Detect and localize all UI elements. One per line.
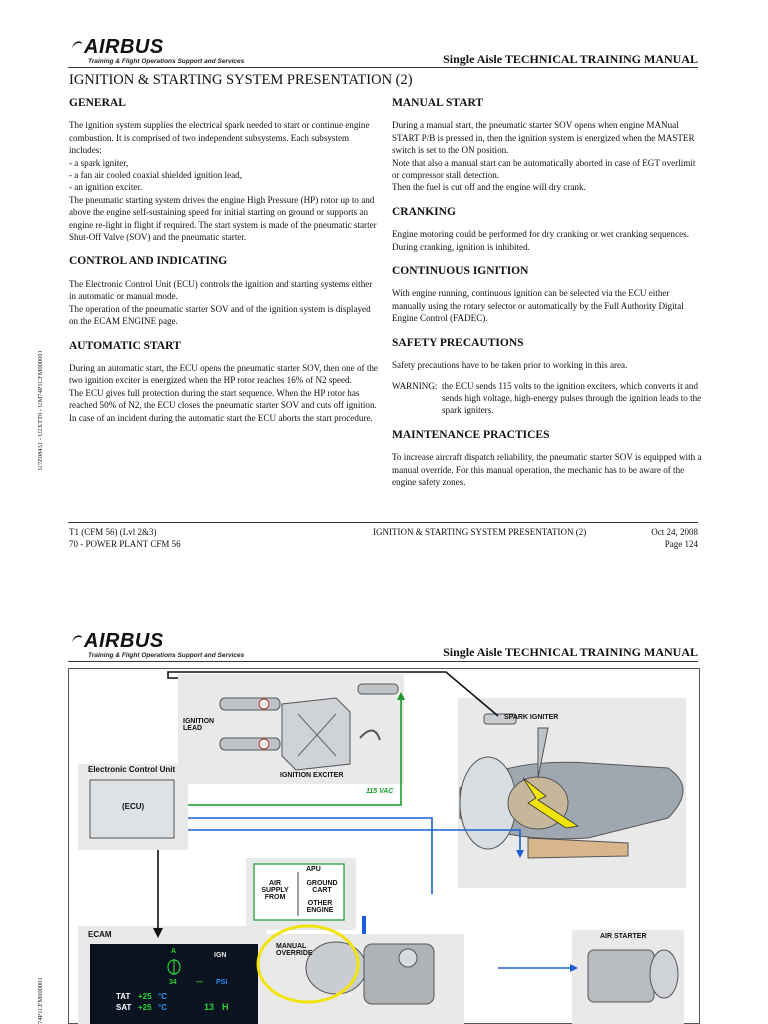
vac-label: 115 VAC bbox=[366, 788, 394, 795]
paragraph-line: The Electronic Control Unit (ECU) controls the ignition and starting systems either in automatic or manual mode. bbox=[69, 278, 373, 302]
warning-text: the ECU sends 115 volts to the ignition exciters, which converts it and sends high voltage, high-energy pulses through the ignition leads to the spark igniters. bbox=[442, 380, 702, 416]
ecu-title-label: Electronic Control Unit bbox=[88, 765, 176, 774]
air-starter-illustration bbox=[588, 950, 678, 1002]
left-column bbox=[69, 97, 379, 436]
side-code: U7Z08431 - U2XTT0 - UM74P1CFM000001 bbox=[37, 350, 44, 470]
section-body bbox=[392, 119, 702, 193]
ecam-sat-label: SAT bbox=[116, 1003, 132, 1012]
paragraph-line: With engine running, continuous ignition can be selected via the ECU either manually using the rotary selector or automatically by the Full Authority Digital Engine Control (FADEC). bbox=[392, 288, 684, 324]
section-heading: AUTOMATIC START bbox=[69, 339, 181, 352]
section-heading: SAFETY PRECAUTIONS bbox=[392, 336, 524, 349]
section-body bbox=[392, 287, 702, 324]
warning-block bbox=[392, 380, 702, 417]
paragraph-line: During an automatic start, the ECU opens the pneumatic starter SOV, then one of the two ignition exciter is energized when the HP rotor reaches 16% of N2 speed. bbox=[69, 362, 378, 386]
paragraph-line: - a spark igniter, bbox=[69, 157, 129, 168]
footer-topic: IGNITION & STARTING SYSTEM PRESENTATION (2) bbox=[373, 527, 587, 537]
ignition-lead-label: IGNITION LEAD bbox=[183, 718, 215, 732]
ecam-tat-unit: °C bbox=[158, 992, 167, 1001]
logo-tagline: Training & Flight Operations Support and Services bbox=[88, 652, 245, 659]
manual-title: Single Aisle TECHNICAL TRAINING MANUAL bbox=[443, 52, 698, 66]
manual-override-label: MANUAL OVERRIDE bbox=[276, 943, 313, 957]
air-starter-label: AIR STARTER bbox=[600, 933, 647, 940]
paragraph-line: - a fan air cooled coaxial shielded ignition lead, bbox=[69, 170, 242, 181]
ecam-a-readout: A bbox=[171, 948, 177, 955]
section-heading: CRANKING bbox=[392, 205, 456, 218]
section-heading: MANUAL START bbox=[392, 97, 484, 109]
section-body bbox=[392, 451, 702, 488]
ecu-box-label: (ECU) bbox=[122, 802, 145, 811]
section-body bbox=[69, 362, 379, 424]
ecam-psi-readout: PSI bbox=[216, 979, 228, 986]
airbus-swirl-icon bbox=[70, 632, 84, 646]
ecam-13-readout: 13 bbox=[204, 1002, 215, 1012]
ecam-h-readout: H bbox=[222, 1002, 229, 1012]
apu-label: APU bbox=[306, 866, 321, 873]
ecam-sat-value: +25 bbox=[138, 1003, 152, 1012]
ecam-ign-readout: IGN bbox=[214, 952, 227, 959]
paragraph-line: The pneumatic starting system drives the engine High Pressure (HP) rotor up to and above the engine self-sustaining speed for initial starting on ground or supports an engine re-light in flight if required. The start system is made of the pneumatic starter Shut-Off Valve (SOV) and the pneumatic starter. bbox=[69, 194, 377, 243]
footer-date: Oct 24, 2008 bbox=[651, 527, 698, 537]
header-rule bbox=[68, 67, 698, 68]
ecam-sat-unit: °C bbox=[158, 1003, 167, 1012]
air-supply-label: AIR SUPPLY FROM bbox=[261, 880, 289, 901]
airbus-logo bbox=[70, 36, 245, 68]
ecam-gauge-icon bbox=[166, 958, 182, 976]
manual-title-2: Single Aisle TECHNICAL TRAINING MANUAL bbox=[443, 645, 698, 659]
ground-cart-label: GROUND CART bbox=[306, 880, 338, 894]
logo-word: AIRBUS bbox=[84, 630, 164, 652]
paragraph-line: Safety precautions have to be taken prior to working in this area. bbox=[392, 360, 628, 371]
ecam-label: ECAM bbox=[88, 930, 112, 939]
warning-label: WARNING: bbox=[392, 380, 438, 391]
paragraph-line: Note that also a manual start can be automatically aborted in case of EGT overlimit or compressor stall detection. bbox=[392, 157, 696, 181]
airbus-swirl-icon bbox=[70, 38, 84, 52]
footer-chapter: 70 - POWER PLANT CFM 56 bbox=[69, 539, 181, 549]
ignition-exciter-label: IGNITION EXCITER bbox=[280, 772, 344, 779]
paragraph-line: The ECU gives full protection during the start sequence. When the HP rotor has reached 50% of N2, the ECU closes the pneumatic starter SOV and cuts off ignition. In case of an incident during the automatic start the ECU aborts the start procedure. bbox=[69, 387, 377, 423]
paragraph-line: During cranking, ignition is inhibited. bbox=[392, 241, 530, 252]
header-rule-2 bbox=[68, 661, 698, 662]
paragraph-line: Engine motoring could be performed for dry cranking or wet cranking sequences. bbox=[392, 229, 689, 240]
section-heading: CONTROL AND INDICATING bbox=[69, 255, 228, 268]
side-code-2: 74P1CFM000001 bbox=[37, 977, 44, 1024]
logo-word: AIRBUS bbox=[84, 36, 164, 58]
ignition-starting-diagram: IGNITION LEAD IGNITION EXCITER SPARK IGNITER Electronic Control Unit (ECU) 115 VAC AIR SUPPLY FROM APU GROUND CART OTHER ENGINE ECAM MANUAL OVERRIDE AIR STARTER A IGN 34 — PSI TAT +25 °C SAT +25 °C 13 H bbox=[68, 668, 700, 1024]
airbus-logo-2 bbox=[70, 630, 245, 662]
paragraph-line: The operation of the pneumatic starter SOV and of the ignition system is displayed on the ECAM ENGINE page. bbox=[69, 303, 371, 327]
section-body bbox=[69, 278, 379, 328]
spark-igniter-label: SPARK IGNITER bbox=[504, 714, 559, 721]
section-heading: CONTINUOUS IGNITION bbox=[392, 265, 529, 278]
paragraph-line: During a manual start, the pneumatic starter SOV opens when engine MANual START P/B is pressed in, then the ignition system is energized when the MASTER switch is set to the ON position. bbox=[392, 120, 695, 156]
paragraph-line: Then the fuel is cut off and the engine will dry crank. bbox=[392, 182, 586, 193]
footer-course: T1 (CFM 56) (Lvl 2&3) bbox=[69, 527, 157, 537]
ecam-tat-label: TAT bbox=[116, 992, 131, 1001]
logo-tagline: Training & Flight Operations Support and Services bbox=[88, 58, 245, 65]
footer-rule bbox=[68, 522, 698, 523]
section-body bbox=[392, 359, 702, 371]
ecam-34-readout: 34 bbox=[169, 979, 177, 986]
footer-page: Page 124 bbox=[664, 539, 698, 549]
paragraph-line: To increase aircraft dispatch reliability, the pneumatic starter SOV is equipped with a manual override. For this manual operation, the mechanic has to be aware of the engine safety zones. bbox=[392, 452, 702, 487]
section-heading: MAINTENANCE PRACTICES bbox=[392, 428, 550, 441]
ecam-tat-value: +25 bbox=[138, 992, 152, 1001]
section-body bbox=[392, 228, 702, 253]
section-body bbox=[69, 119, 379, 243]
other-engine-label: OTHER ENGINE bbox=[306, 900, 334, 914]
paragraph-line: The ignition system supplies the electrical spark needed to start or continue engine combustion. It is comprised of two independent subsystems. Each subsystem includes: bbox=[69, 120, 370, 156]
page-title: IGNITION & STARTING SYSTEM PRESENTATION (2) bbox=[69, 72, 413, 88]
paragraph-line: - an ignition exciter. bbox=[69, 182, 143, 193]
right-column bbox=[392, 97, 702, 500]
section-heading: GENERAL bbox=[69, 97, 126, 109]
